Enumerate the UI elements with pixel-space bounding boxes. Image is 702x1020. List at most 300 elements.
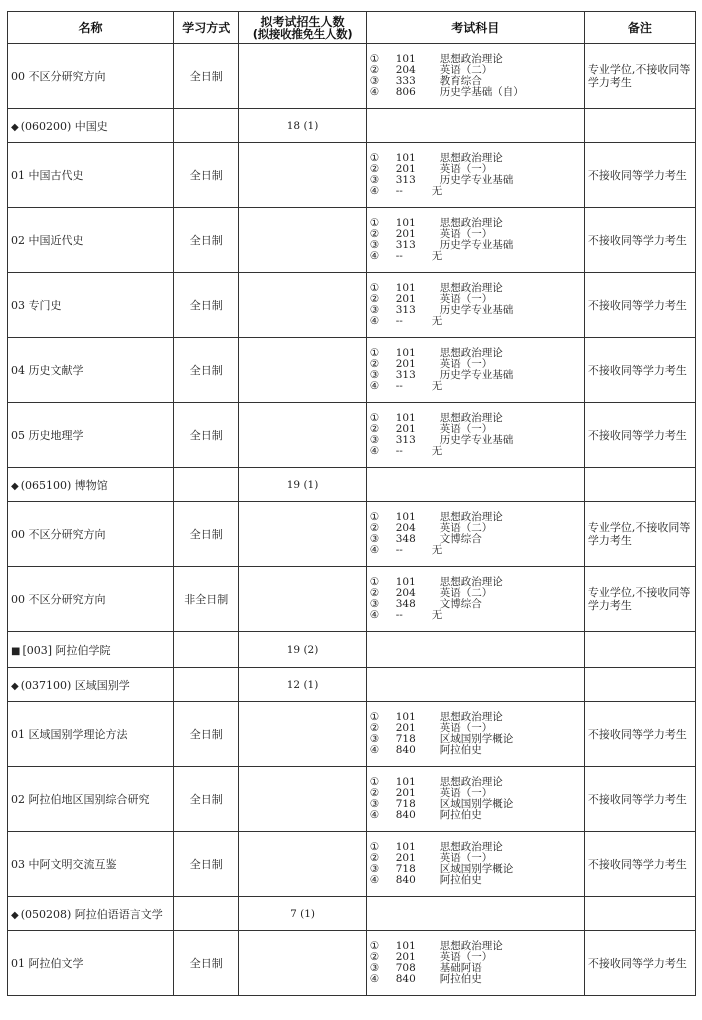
subject-num: ② — [369, 586, 380, 599]
subject-item — [370, 974, 582, 985]
cell-note: 不接收同等学力考生 — [584, 273, 695, 338]
subject-num: ① — [369, 52, 380, 65]
table-body — [8, 44, 696, 996]
subject-num: ① — [369, 346, 380, 359]
cell-quota: 7 (1) — [239, 897, 366, 931]
subject-code: -- — [395, 380, 403, 393]
subject-code: 840 — [395, 874, 416, 887]
subject-title: 阿拉伯史 — [439, 744, 482, 757]
cell-subjects — [366, 109, 584, 143]
subject-item — [370, 251, 582, 262]
name-text: 01 区域国别学理论方法 — [11, 728, 128, 741]
discipline-row — [8, 109, 696, 143]
subject-code: 204 — [395, 586, 416, 599]
subject-code: 201 — [395, 162, 416, 175]
cell-name — [8, 109, 174, 143]
cell-study-mode: 全日制 — [174, 44, 239, 109]
subject-num: ③ — [369, 733, 380, 745]
table-header-row — [8, 12, 696, 44]
subject-num: ① — [369, 939, 380, 952]
subject-item — [370, 745, 582, 756]
cell-quota — [239, 143, 366, 208]
subject-title: 历史学基础（自） — [439, 86, 524, 99]
subject-code: 201 — [395, 357, 416, 370]
discipline-row — [8, 897, 696, 931]
subject-title: 无 — [431, 315, 443, 328]
subject-code: 101 — [395, 840, 416, 853]
name-text: (050208) 阿拉伯语语言文学 — [20, 907, 163, 921]
subject-list — [369, 413, 582, 458]
subject-num: ③ — [369, 598, 380, 610]
admissions-table — [7, 11, 696, 996]
subject-code: -- — [395, 250, 403, 263]
name-text: 02 阿拉伯地区国别综合研究 — [11, 793, 150, 806]
cell-study-mode: 全日制 — [174, 338, 239, 403]
subject-code: 840 — [395, 809, 416, 822]
name-text: (065100) 博物馆 — [20, 478, 108, 492]
subject-num: ① — [369, 216, 380, 229]
cell-name — [8, 338, 174, 403]
cell-study-mode: 全日制 — [174, 208, 239, 273]
subject-num: ② — [369, 162, 380, 175]
cell-name — [8, 468, 174, 502]
subject-code: 333 — [395, 75, 416, 87]
cell-subjects — [366, 832, 584, 897]
cell-name — [8, 208, 174, 273]
cell-name — [8, 897, 174, 931]
cell-study-mode: 全日制 — [174, 143, 239, 208]
subject-code: 101 — [395, 346, 416, 359]
subject-title: 英语（二） — [439, 586, 493, 599]
subject-title: 无 — [431, 250, 443, 263]
name-text: (037100) 区域国别学 — [20, 678, 130, 692]
subject-code: 101 — [395, 411, 416, 424]
cell-subjects — [366, 338, 584, 403]
name-text: 01 阿拉伯文学 — [11, 957, 84, 970]
cell-name — [8, 832, 174, 897]
name-text: 05 历史地理学 — [11, 429, 84, 442]
cell-quota: 19 (2) — [239, 632, 366, 668]
subject-title: 历史学专业基础 — [439, 239, 514, 251]
subject-code: 840 — [395, 973, 416, 986]
table-row — [8, 567, 696, 632]
cell-name — [8, 668, 174, 702]
cell-subjects — [366, 931, 584, 996]
subject-num: ① — [369, 575, 380, 588]
subject-num: ② — [369, 227, 380, 240]
college-row — [8, 632, 696, 668]
subject-code: 201 — [395, 851, 416, 864]
cell-note: 专业学位,不接收同等学力考生 — [584, 44, 695, 109]
table-row — [8, 502, 696, 567]
table-row — [8, 767, 696, 832]
subject-code: -- — [395, 315, 403, 328]
subject-title: 文博综合 — [439, 533, 482, 545]
subject-code: 313 — [395, 174, 416, 186]
subject-code: 101 — [395, 216, 416, 229]
cell-quota — [239, 502, 366, 567]
cell-subjects — [366, 897, 584, 931]
cell-note: 不接收同等学力考生 — [584, 931, 695, 996]
cell-quota: 18 (1) — [239, 109, 366, 143]
header-subjects: 考试科目 — [366, 12, 584, 44]
subject-num: ① — [369, 281, 380, 294]
subject-num: ④ — [369, 86, 380, 99]
subject-title: 思想政治理论 — [439, 939, 503, 952]
cell-quota — [239, 702, 366, 767]
cell-note — [584, 632, 695, 668]
subject-num: ③ — [369, 962, 380, 974]
subject-list — [369, 283, 582, 328]
subject-list — [369, 712, 582, 757]
subject-title: 无 — [431, 380, 443, 393]
subject-title: 历史学专业基础 — [439, 174, 514, 186]
cell-subjects — [366, 767, 584, 832]
name-text: 03 专门史 — [11, 299, 62, 312]
subject-title: 思想政治理论 — [439, 52, 503, 65]
subject-title: 思想政治理论 — [439, 840, 503, 853]
subject-list — [369, 941, 582, 986]
cell-subjects — [366, 567, 584, 632]
subject-num: ② — [369, 786, 380, 799]
subject-num: ④ — [369, 609, 380, 622]
subject-title: 历史学专业基础 — [439, 434, 514, 446]
subject-num: ② — [369, 721, 380, 734]
subject-code: 840 — [395, 744, 416, 757]
cell-quota — [239, 273, 366, 338]
subject-code: 201 — [395, 786, 416, 799]
subject-title: 英语（一） — [439, 851, 493, 864]
subject-code: 101 — [395, 775, 416, 788]
subject-num: ① — [369, 840, 380, 853]
subject-code: -- — [395, 609, 403, 622]
cell-quota: 19 (1) — [239, 468, 366, 502]
subject-num: ① — [369, 411, 380, 424]
cell-name — [8, 44, 174, 109]
cell-quota — [239, 208, 366, 273]
subject-title: 无 — [431, 185, 443, 198]
cell-study-mode: 非全日制 — [174, 567, 239, 632]
cell-quota — [239, 338, 366, 403]
cell-name — [8, 931, 174, 996]
cell-quota — [239, 931, 366, 996]
subject-code: 101 — [395, 939, 416, 952]
cell-subjects — [366, 502, 584, 567]
subject-num: ③ — [369, 533, 380, 545]
table-row — [8, 143, 696, 208]
cell-study-mode: 全日制 — [174, 832, 239, 897]
cell-note — [584, 668, 695, 702]
subject-code: 201 — [395, 950, 416, 963]
subject-num: ④ — [369, 544, 380, 557]
subject-title: 思想政治理论 — [439, 510, 503, 523]
subject-code: 313 — [395, 304, 416, 316]
subject-num: ④ — [369, 874, 380, 887]
subject-title: 思想政治理论 — [439, 710, 503, 723]
subject-title: 英语（一） — [439, 162, 493, 175]
table-row — [8, 208, 696, 273]
name-text: 00 不区分研究方向 — [11, 528, 106, 541]
subject-list — [369, 777, 582, 822]
subject-title: 无 — [431, 609, 443, 622]
cell-name — [8, 767, 174, 832]
diamond-bullet-icon: ◆ — [11, 909, 19, 921]
subject-code: 313 — [395, 369, 416, 381]
cell-note: 不接收同等学力考生 — [584, 208, 695, 273]
header-mode: 学习方式 — [174, 12, 239, 44]
cell-quota — [239, 832, 366, 897]
subject-num: ④ — [369, 809, 380, 822]
cell-study-mode: 全日制 — [174, 931, 239, 996]
subject-title: 思想政治理论 — [439, 575, 503, 588]
subject-code: -- — [395, 544, 403, 557]
table-row — [8, 338, 696, 403]
cell-study-mode — [174, 109, 239, 143]
subject-item — [370, 87, 582, 98]
cell-quota — [239, 403, 366, 468]
cell-name — [8, 273, 174, 338]
subject-title: 思想政治理论 — [439, 411, 503, 424]
cell-subjects — [366, 632, 584, 668]
subject-code: 708 — [395, 962, 416, 974]
subject-code: 101 — [395, 575, 416, 588]
name-text: 00 不区分研究方向 — [11, 593, 106, 606]
subject-num: ② — [369, 851, 380, 864]
cell-note: 不接收同等学力考生 — [584, 832, 695, 897]
cell-subjects — [366, 44, 584, 109]
subject-num: ③ — [369, 174, 380, 186]
subject-title: 英语（一） — [439, 292, 493, 305]
header-name: 名称 — [8, 12, 174, 44]
subject-num: ③ — [369, 304, 380, 316]
subject-title: 区域国别学概论 — [439, 733, 514, 745]
subject-num: ③ — [369, 75, 380, 87]
subject-title: 思想政治理论 — [439, 216, 503, 229]
subject-list — [369, 54, 582, 99]
subject-code: 201 — [395, 227, 416, 240]
subject-code: 348 — [395, 533, 416, 545]
diamond-bullet-icon: ◆ — [11, 121, 19, 133]
cell-quota: 12 (1) — [239, 668, 366, 702]
subject-num: ② — [369, 292, 380, 305]
discipline-row — [8, 468, 696, 502]
subject-num: ④ — [369, 380, 380, 393]
cell-subjects — [366, 143, 584, 208]
subject-num: ② — [369, 357, 380, 370]
subject-title: 区域国别学概论 — [439, 798, 514, 810]
subject-num: ④ — [369, 744, 380, 757]
cell-study-mode: 全日制 — [174, 767, 239, 832]
subject-num: ② — [369, 422, 380, 435]
subject-code: -- — [395, 185, 403, 198]
subject-title: 区域国别学概论 — [439, 863, 514, 875]
subject-num: ② — [369, 950, 380, 963]
name-text: 02 中国近代史 — [11, 234, 84, 247]
cell-quota — [239, 767, 366, 832]
name-text: 04 历史文献学 — [11, 364, 84, 377]
subject-code: -- — [395, 445, 403, 458]
subject-code: 718 — [395, 798, 416, 810]
subject-num: ④ — [369, 185, 380, 198]
name-text: 01 中国古代史 — [11, 169, 84, 182]
subject-item — [370, 316, 582, 327]
subject-code: 201 — [395, 422, 416, 435]
cell-note: 专业学位,不接收同等学力考生 — [584, 567, 695, 632]
subject-item — [370, 545, 582, 556]
cell-name — [8, 702, 174, 767]
name-text: (060200) 中国史 — [20, 119, 108, 133]
subject-num: ③ — [369, 369, 380, 381]
table-row — [8, 702, 696, 767]
subject-num: ③ — [369, 863, 380, 875]
name-text: 00 不区分研究方向 — [11, 70, 106, 83]
cell-study-mode: 全日制 — [174, 273, 239, 338]
cell-quota — [239, 44, 366, 109]
cell-subjects — [366, 702, 584, 767]
subject-title: 思想政治理论 — [439, 281, 503, 294]
subject-num: ④ — [369, 315, 380, 328]
subject-code: 718 — [395, 863, 416, 875]
subject-list — [369, 577, 582, 622]
subject-item — [370, 186, 582, 197]
subject-title: 无 — [431, 544, 443, 557]
subject-title: 阿拉伯史 — [439, 973, 482, 986]
subject-title: 历史学专业基础 — [439, 304, 514, 316]
diamond-bullet-icon: ◆ — [11, 680, 19, 692]
subject-title: 英语（一） — [439, 786, 493, 799]
subject-list — [369, 153, 582, 198]
cell-study-mode — [174, 668, 239, 702]
cell-name — [8, 632, 174, 668]
cell-note — [584, 109, 695, 143]
table-row — [8, 931, 696, 996]
subject-title: 阿拉伯史 — [439, 874, 482, 887]
discipline-row — [8, 668, 696, 702]
cell-subjects — [366, 273, 584, 338]
subject-title: 无 — [431, 445, 443, 458]
subject-title: 英语（一） — [439, 950, 493, 963]
cell-study-mode: 全日制 — [174, 502, 239, 567]
table-row — [8, 403, 696, 468]
subject-code: 101 — [395, 52, 416, 65]
subject-list — [369, 512, 582, 557]
subject-code: 101 — [395, 151, 416, 164]
subject-item — [370, 875, 582, 886]
subject-num: ④ — [369, 445, 380, 458]
cell-study-mode — [174, 897, 239, 931]
header-quota-line1: 拟考试招生人数 — [260, 14, 345, 29]
subject-code: 313 — [395, 239, 416, 251]
cell-note — [584, 897, 695, 931]
subject-item — [370, 446, 582, 457]
subject-item — [370, 810, 582, 821]
subject-num: ③ — [369, 239, 380, 251]
cell-note: 不接收同等学力考生 — [584, 338, 695, 403]
cell-note: 不接收同等学力考生 — [584, 143, 695, 208]
subject-title: 历史学专业基础 — [439, 369, 514, 381]
cell-subjects — [366, 403, 584, 468]
subject-title: 思想政治理论 — [439, 346, 503, 359]
cell-quota — [239, 567, 366, 632]
subject-num: ② — [369, 63, 380, 76]
subject-title: 阿拉伯史 — [439, 809, 482, 822]
subject-title: 基础阿语 — [439, 962, 482, 974]
subject-list — [369, 218, 582, 263]
table-row — [8, 832, 696, 897]
subject-code: 348 — [395, 598, 416, 610]
cell-note — [584, 468, 695, 502]
cell-name — [8, 403, 174, 468]
subject-title: 英语（一） — [439, 422, 493, 435]
subject-title: 思想政治理论 — [439, 151, 503, 164]
name-text: [003] 阿拉伯学院 — [22, 643, 111, 657]
subject-code: 201 — [395, 292, 416, 305]
subject-code: 806 — [395, 86, 416, 99]
cell-name — [8, 143, 174, 208]
cell-note: 不接收同等学力考生 — [584, 702, 695, 767]
subject-num: ① — [369, 510, 380, 523]
subject-code: 201 — [395, 721, 416, 734]
subject-title: 思想政治理论 — [439, 775, 503, 788]
subject-code: 204 — [395, 521, 416, 534]
subject-code: 101 — [395, 510, 416, 523]
subject-num: ① — [369, 775, 380, 788]
cell-note: 专业学位,不接收同等学力考生 — [584, 502, 695, 567]
subject-title: 英语（一） — [439, 721, 493, 734]
cell-subjects — [366, 468, 584, 502]
cell-study-mode — [174, 632, 239, 668]
subject-num: ① — [369, 710, 380, 723]
subject-num: ① — [369, 151, 380, 164]
subject-title: 英语（一） — [439, 227, 493, 240]
subject-title: 英语（二） — [439, 63, 493, 76]
cell-subjects — [366, 668, 584, 702]
table-row — [8, 44, 696, 109]
subject-list — [369, 348, 582, 393]
subject-list — [369, 842, 582, 887]
subject-code: 204 — [395, 63, 416, 76]
diamond-bullet-icon: ◆ — [11, 480, 19, 492]
cell-note: 不接收同等学力考生 — [584, 403, 695, 468]
cell-name — [8, 502, 174, 567]
subject-num: ④ — [369, 250, 380, 263]
table-row — [8, 273, 696, 338]
cell-study-mode: 全日制 — [174, 702, 239, 767]
subject-num: ③ — [369, 798, 380, 810]
cell-study-mode: 全日制 — [174, 403, 239, 468]
subject-title: 英语（一） — [439, 357, 493, 370]
subject-code: 718 — [395, 733, 416, 745]
subject-code: 101 — [395, 281, 416, 294]
name-text: 03 中阿文明交流互鉴 — [11, 858, 117, 871]
subject-num: ③ — [369, 434, 380, 446]
subject-title: 文博综合 — [439, 598, 482, 610]
header-note: 备注 — [584, 12, 695, 44]
cell-note: 不接收同等学力考生 — [584, 767, 695, 832]
subject-item — [370, 381, 582, 392]
subject-num: ④ — [369, 973, 380, 986]
square-bullet-icon: ■ — [11, 645, 21, 657]
subject-item — [370, 610, 582, 621]
subject-code: 101 — [395, 710, 416, 723]
cell-subjects — [366, 208, 584, 273]
cell-study-mode — [174, 468, 239, 502]
header-quota — [239, 12, 366, 44]
subject-title: 英语（二） — [439, 521, 493, 534]
header-quota-line2: (拟接收推免生人数) — [252, 26, 353, 41]
subject-title: 教育综合 — [439, 75, 482, 87]
cell-name — [8, 567, 174, 632]
